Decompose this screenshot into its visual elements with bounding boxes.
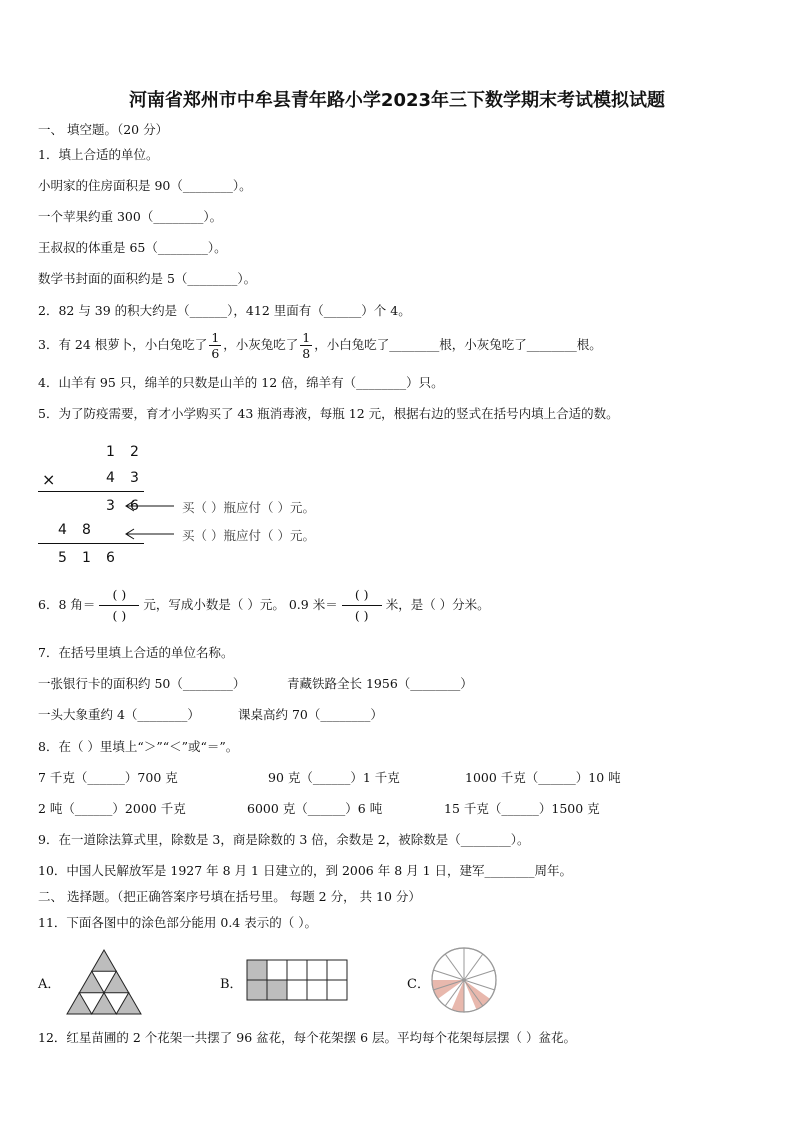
q3-part2: ，小灰兔吃了 <box>223 337 299 352</box>
q4: 4．山羊有 95 只，绵羊的只数是山羊的 12 倍，绵羊有（________）只。 <box>38 375 444 390</box>
rectangle-grid-figure <box>246 959 348 1001</box>
q8-r2-1: 2 吨（______）2000 千克 <box>38 801 186 816</box>
digit: 1 <box>82 550 91 566</box>
q1-line-c: 王叔叔的体重是 65（________）。 <box>38 240 227 255</box>
q3-fraction-1 <box>209 330 221 361</box>
rule-line <box>38 543 144 544</box>
q1-stem: 1．填上合适的单位。 <box>38 147 159 162</box>
fraction-denominator: 6 <box>211 346 220 361</box>
q7-r1b: 青藏铁路全长 1956（________） <box>287 676 473 691</box>
triangle-figure <box>64 948 144 1016</box>
option-b-label: B． <box>220 977 243 992</box>
q8-r2-2: 6000 克（______）6 吨 <box>247 801 383 816</box>
digit: 5 <box>58 550 67 566</box>
q3-part3: ，小白兔吃了________根，小灰兔吃了________根。 <box>314 337 602 352</box>
digit: 6 <box>130 498 139 514</box>
q6-fraction-1 <box>99 587 139 624</box>
q3-fraction-2 <box>300 330 312 361</box>
pie-figure <box>430 946 498 1014</box>
fraction-numerator: 1 <box>211 330 220 345</box>
q7-r2a: 一头大象重约 4（________） <box>38 707 200 722</box>
arrow-left-icon <box>122 500 178 540</box>
q9: 9．在一道除法算式里，除数是 3，商是除数的 3 倍，余数是 2，被除数是（________）。 <box>38 832 530 847</box>
fraction-denominator: ( ) <box>112 608 127 623</box>
option-a-label: A． <box>38 977 61 992</box>
fraction-numerator: ( ) <box>342 587 382 606</box>
digit: 4 <box>58 522 67 538</box>
option-c-label: C． <box>407 977 430 992</box>
digit: 8 <box>82 522 91 538</box>
q6-part2: 元，写成小数是（ ）元。 0.9 米＝ <box>143 597 338 612</box>
q8-r2-3: 15 千克（______）1500 克 <box>444 801 600 816</box>
q6-fraction-2 <box>342 587 382 624</box>
q6-part1: 6．8 角＝ <box>38 597 96 612</box>
vertical-multiplication <box>38 440 378 570</box>
fraction-denominator: ( ) <box>354 608 369 623</box>
q3-part1: 3．有 24 根萝卜，小白兔吃了 <box>38 337 208 352</box>
q1-line-b: 一个苹果约重 300（________）。 <box>38 209 223 224</box>
q5-stem: 5．为了防疫需要，育才小学购买了 43 瓶消毒液，每瓶 12 元，根据右边的竖式在括号内填上合适的数。 <box>38 406 619 421</box>
q5-note-2: 买（ ）瓶应付（ ）元。 <box>182 528 315 543</box>
digit: 2 <box>130 444 139 460</box>
q5-note-1: 买（ ）瓶应付（ ）元。 <box>182 500 315 515</box>
times-sign: × <box>42 470 56 489</box>
fraction-denominator: 8 <box>302 346 311 361</box>
rule-line <box>38 491 144 492</box>
q8-r1-1: 7 千克（______）700 克 <box>38 770 178 785</box>
digit: 4 <box>106 470 115 486</box>
q1-line-a: 小明家的住房面积是 90（________）。 <box>38 178 252 193</box>
fraction-numerator: 1 <box>302 330 311 345</box>
q11-stem: 11．下面各图中的涂色部分能用 0.4 表示的（ ）。 <box>38 915 317 930</box>
q2: 2．82 与 39 的积大约是（______），412 里面有（______）个 4。 <box>38 303 411 318</box>
q6-part3: 米，是（ ）分米。 <box>385 597 490 612</box>
q6 <box>38 587 490 624</box>
q12: 12．红星苗圃的 2 个花架一共摆了 96 盆花，每个花架摆 6 层。平均每个花架每层摆（ ）盆花。 <box>38 1030 577 1045</box>
section-1-heading: 一、 填空题。（20 分） <box>38 122 169 137</box>
section-2-heading: 二、 选择题。（把正确答案序号填在括号里。 每题 2 分， 共 10 分） <box>38 889 421 904</box>
q10: 10．中国人民解放军是 1927 年 8 月 1 日建立的，到 2006 年 8 月 1 日，建军________周年。 <box>38 863 573 878</box>
digit: 1 <box>106 444 115 460</box>
q8-r1-2: 90 克（______）1 千克 <box>268 770 400 785</box>
q8-r1-3: 1000 千克（______）10 吨 <box>465 770 621 785</box>
q7-stem: 7．在括号里填上合适的单位名称。 <box>38 645 234 660</box>
digit: 3 <box>106 498 115 514</box>
digit: 6 <box>106 550 115 566</box>
fraction-numerator: ( ) <box>99 587 139 606</box>
q1-line-d: 数学书封面的面积约是 5（________）。 <box>38 271 257 286</box>
q3 <box>38 330 602 361</box>
digit: 3 <box>130 470 139 486</box>
q7-r2b: 课桌高约 70（________） <box>238 707 383 722</box>
page-title: 河南省郑州市中牟县青年路小学2023年三下数学期末考试模拟试题 <box>128 90 666 111</box>
q8-stem: 8．在（ ）里填上“＞”“＜”或“＝”。 <box>38 739 239 754</box>
q7-r1a: 一张银行卡的面积约 50（________） <box>38 676 246 691</box>
